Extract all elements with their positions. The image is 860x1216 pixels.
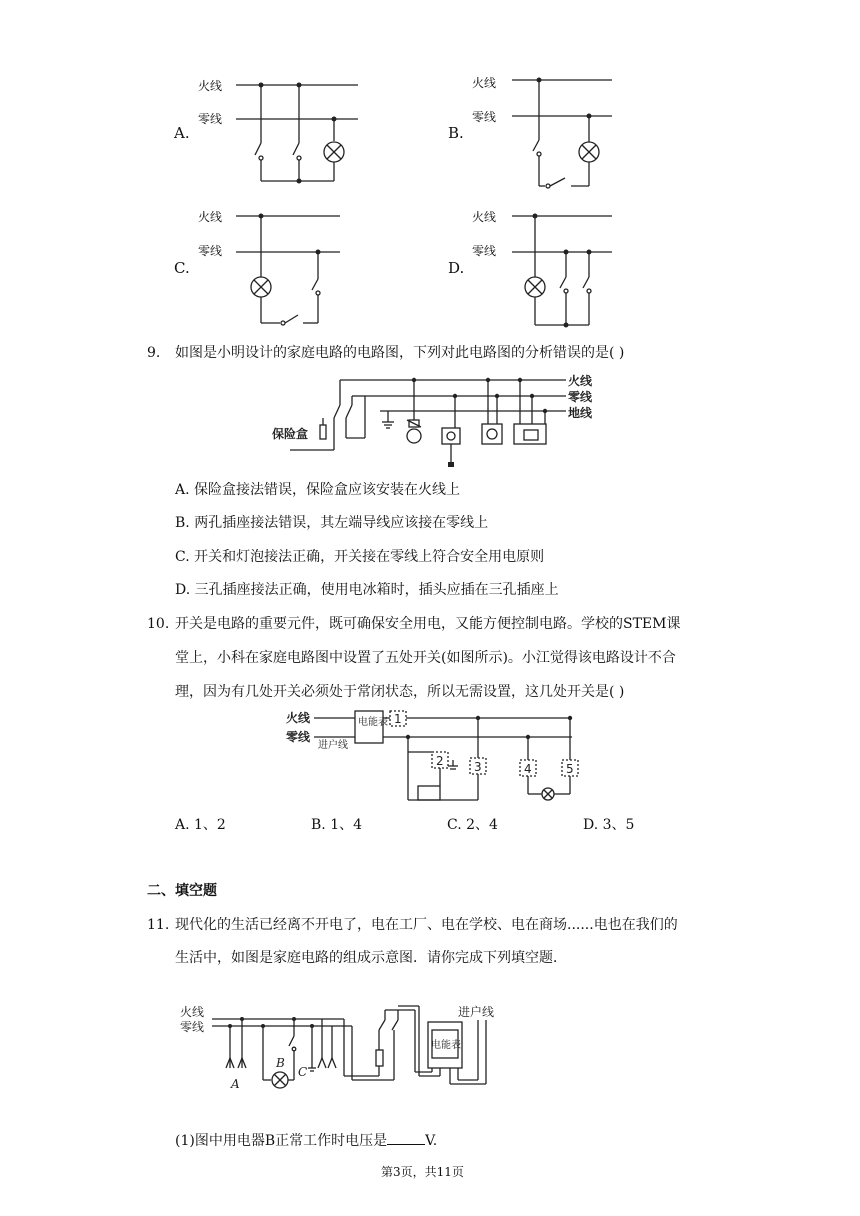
q10-number: 10.: [147, 616, 170, 632]
q10-switch-2-label: 2: [436, 754, 444, 768]
q11-stem-line-1: 现代化的生活已经离不开电了，电在工厂、电在学校、电在商场......电也在我们的: [175, 917, 678, 933]
q9-number: 9.: [147, 345, 161, 361]
q8-c-neutral-label: 零线: [198, 244, 223, 258]
q9-choice-a[interactable]: A. 保险盒接法错误，保险盒应该安装在火线上: [175, 482, 461, 498]
q11-neutral-label: 零线: [180, 1020, 205, 1034]
q10-stem-line-3: 理，因为有几处开关必须处于常闭状态，所以无需设置，这几处开关是( ): [175, 684, 625, 700]
q8-option-a-letter: A.: [174, 124, 190, 142]
q10-choice-b[interactable]: B. 1、4: [311, 817, 363, 833]
q9-live-label: 火线: [568, 374, 593, 388]
q11-sub1-unit: V.: [425, 1133, 438, 1149]
q10-stem-line-1: 开关是电路的重要元件，既可确保安全用电，又能方便控制电路。学校的STEM课: [175, 616, 681, 632]
q11-stem-line-2: 生活中，如图是家庭电路的组成示意图．请你完成下列填空题．: [175, 950, 567, 966]
q10-switch-1-label: 1: [394, 712, 402, 726]
q8-option-b-letter: B.: [448, 124, 464, 142]
q10-switch-3-label: 3: [474, 760, 482, 774]
q8-a-live-label: 火线: [198, 79, 223, 93]
q11-entry-label: 进户线: [458, 1005, 495, 1019]
q9-neutral-label: 零线: [568, 390, 593, 404]
q9-stem: 如图是小明设计的家庭电路的电路图，下列对此电路图的分析错误的是( ): [175, 345, 625, 361]
q8-a-neutral-label: 零线: [198, 112, 223, 126]
q8-d-live-label: 火线: [472, 210, 497, 224]
q11-sub1-answer-blank[interactable]: [387, 1130, 425, 1145]
q10-switch-4-label: 4: [524, 762, 532, 776]
q8-c-live-label: 火线: [198, 210, 223, 224]
q10-meter-label: 电能表: [358, 717, 388, 728]
q11-live-label: 火线: [180, 1005, 205, 1019]
q11-label-b: B: [276, 1056, 285, 1070]
q10-stem-line-2: 堂上，小科在家庭电路图中设置了五处开关(如图所示)。小江觉得该电路设计不合: [175, 650, 676, 666]
q9-choice-d[interactable]: D. 三孔插座接法正确，使用电冰箱时，插头应插在三孔插座上: [175, 582, 559, 598]
q8-b-live-label: 火线: [472, 76, 497, 90]
q9-ground-label: 地线: [568, 406, 593, 420]
q11-label-c: C: [298, 1065, 308, 1079]
q10-neutral-label: 零线: [286, 730, 311, 744]
q8-option-c-letter: C.: [174, 259, 190, 277]
q10-live-label: 火线: [286, 711, 311, 725]
section-title: 二、填空题: [147, 883, 217, 899]
q11-meter-label: 电能表: [431, 1040, 461, 1051]
q11-sub1: [175, 1130, 437, 1151]
q10-choice-d[interactable]: D. 3、5: [583, 817, 635, 833]
q11-sub1-text: (1)图中用电器B正常工作时电压是: [175, 1133, 388, 1149]
page-footer: 第3页，共11页: [381, 1165, 464, 1179]
q9-choice-b[interactable]: B. 两孔插座接法错误，其左端导线应该接在零线上: [175, 515, 489, 531]
q10-choice-c[interactable]: C. 2、4: [447, 817, 498, 833]
q11-number: 11.: [147, 917, 170, 933]
q8-b-neutral-label: 零线: [472, 110, 497, 124]
q8-d-neutral-label: 零线: [472, 244, 497, 258]
q8-option-d-letter: D.: [448, 259, 465, 277]
q10-entry-label: 进户线: [318, 740, 348, 751]
q10-switch-5-label: 5: [566, 762, 574, 776]
q9-choice-c[interactable]: C. 开关和灯泡接法正确，开关接在零线上符合安全用电原则: [175, 549, 545, 565]
q10-choice-a[interactable]: A. 1、2: [175, 817, 226, 833]
q9-fuse-box-label: 保险盒: [272, 427, 309, 441]
q11-label-a: A: [231, 1077, 240, 1091]
